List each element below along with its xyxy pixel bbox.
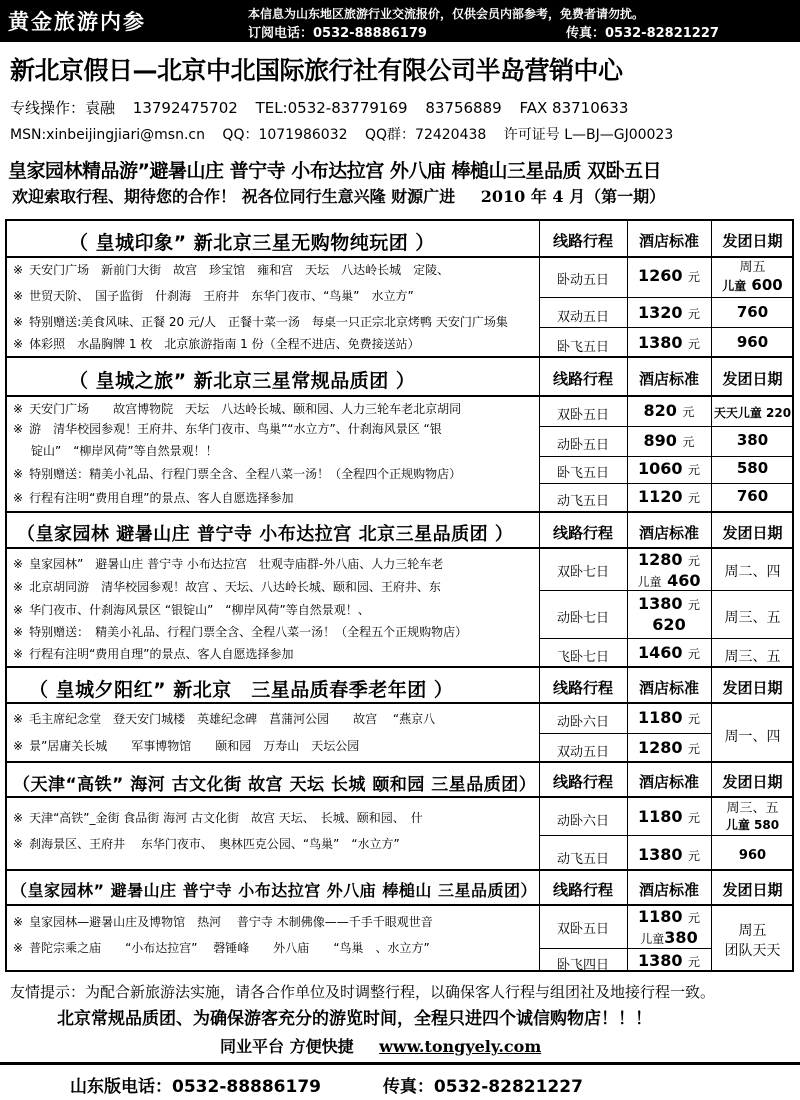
s2-price-3: 1060 元 (637, 459, 701, 478)
section-4-title: （ 皇城夕阳红” 新北京 三星品质春季老年团 ） (29, 679, 454, 701)
s1-date-3: 960 (736, 333, 769, 351)
col-depart: 发团日期 (722, 524, 783, 542)
section-6-line-2: ※ 普陀宗乘之庙 “小布达拉宫” 磬锤峰 外八庙 “鸟巢 、水立方” (13, 941, 430, 955)
col-hotel: 酒店标准 (638, 881, 699, 899)
col-hotel: 酒店标准 (638, 773, 699, 791)
s1-route-2: 双动五日 (556, 310, 609, 325)
s4-route-1: 动卧六日 (556, 715, 609, 730)
top-banner (0, 0, 800, 42)
col-hotel: 酒店标准 (638, 524, 699, 542)
tel: TEL:0532-83779169 (255, 99, 408, 117)
operator: 专线操作：袁融 (10, 99, 116, 117)
platform-slogan (220, 1034, 541, 1057)
s4-route-2: 双动五日 (556, 745, 609, 760)
brand-title: 黄金旅游内参 (8, 10, 146, 34)
contact-row-2 (10, 124, 686, 144)
s3-price-1: 1280 元 儿童 460 (637, 550, 701, 590)
section-3-line-3: ※ 华门夜市、什刹海风景区 “银锭山” “柳岸风荷”等自然景观！、 (13, 603, 370, 617)
s3-route-1: 双卧七日 (556, 565, 609, 580)
msn: MSN:xinbeijingjiari@msn.cn (10, 127, 205, 143)
col-hotel: 酒店标准 (638, 232, 699, 250)
member-note: 本信息为山东地区旅游行业交流报价，仅供会员内部参考，免费者请勿扰。 (248, 7, 645, 21)
section-5-title: （天津“高铁” 海河 古文化街 故宫 天坛 长城 颐和园 三星品质团） (13, 775, 537, 795)
mobile: 13792475702 (132, 99, 238, 117)
s3-date-1: 周二、四 (724, 564, 781, 580)
section-5-line-1: ※ 天津“高铁”_金街 食品街 海河 古文化街 故宫 天坛、 长城、颐和园、 什 (13, 811, 423, 825)
fax: FAX 83710633 (519, 99, 629, 117)
col-depart: 发团日期 (722, 679, 783, 697)
s6-price-1: 1180 元 儿童380 (637, 907, 701, 947)
license: 许可证号 L—BJ—GJ00023 (503, 127, 674, 143)
shopping-note: 北京常规品质团、为确保游客充分的游览时间，全程只进四个诚信购物店！！！ (57, 1009, 652, 1029)
s2-date-4: 760 (736, 487, 769, 505)
header-fax: 传真：0532-82821227 (566, 26, 719, 41)
col-depart: 发团日期 (722, 773, 783, 791)
col-depart: 发团日期 (722, 881, 783, 899)
s1-route-1: 卧动五日 (556, 273, 609, 288)
s3-route-3: 飞卧七日 (556, 650, 609, 665)
s2-price-4: 1120 元 (637, 487, 701, 506)
col-route: 线路行程 (552, 370, 613, 388)
section-1-line-2: ※ 世贸天阶、 国子监街 什刹海 王府井 东华门夜市、“鸟巢” 水立方” (13, 289, 414, 303)
footer-fax: 传真：0532-82821227 (382, 1077, 583, 1097)
section-3-line-5: ※ 行程有注明“费用自理”的景点、客人自愿选择参加 (13, 647, 294, 661)
s2-route-1: 双卧五日 (556, 408, 609, 423)
section-3-title: （皇家园林 避暑山庄 普宁寺 小布达拉宫 北京三星品质团 ） (17, 524, 514, 545)
s6-route-1: 双卧五日 (556, 922, 609, 937)
tour-price-table (5, 219, 794, 972)
s3-date-2: 周三、五 (724, 610, 781, 626)
s4-price-2: 1280 元 (637, 738, 701, 757)
subscribe-tel: 订阅电话：0532-88886179 (248, 26, 427, 41)
s5-date-2: 960 (738, 848, 767, 863)
footer-tel: 山东版电话：0532-88886179 (70, 1077, 321, 1097)
footer (0, 1062, 800, 1100)
tel2: 83756889 (425, 99, 502, 117)
section-2-line-5: ※ 行程有注明“费用自理”的景点、客人自愿选择参加 (13, 491, 294, 505)
promo-greeting (12, 184, 665, 207)
s6-price-2: 1380 元 (637, 951, 701, 970)
section-2-line-1: ※ 天安门广场 故宫博物院 天坛 八达岭长城、颐和园、人力三轮车老北京胡同 (13, 402, 462, 416)
section-3-line-4: ※ 特别赠送： 精美小礼品、行程门票全含、全程八菜一汤！（全程五个正规购物店） (13, 625, 468, 639)
section-2-title: （ 皇城之旅” 新北京三星常规品质团 ） (69, 370, 416, 392)
section-6-title: （皇家园林” 避暑山庄 普宁寺 小布达拉宫 外八庙 棒槌山 三星品质团） (11, 881, 537, 900)
s3-route-2: 动卧七日 (556, 611, 609, 626)
col-route: 线路行程 (552, 881, 613, 899)
section-6-line-1: ※ 皇家园林—避暑山庄及博物馆 热河 普宁寺 木制佛像——千手千眼观世音 (13, 915, 433, 929)
company-name: 新北京假日—北京中北国际旅行社有限公司半岛营销中心 (10, 56, 623, 85)
section-1-line-4: ※ 体彩照 水晶胸牌 1 枚 北京旅游指南 1 份（全程不进店、免费接送站） (13, 337, 420, 351)
section-2-line-3: 锭山” “柳岸风荷”等自然景观！！ (31, 444, 218, 458)
col-depart: 发团日期 (722, 370, 783, 388)
issue-date: 2010 年 4 月（第一期） (480, 187, 666, 206)
s6-date: 周五 团队天天 (724, 923, 781, 959)
s1-route-3: 卧飞五日 (556, 340, 609, 355)
col-route: 线路行程 (552, 773, 613, 791)
section-3-line-2: ※ 北京胡同游 清华校园参观！故宫 、天坛、八达岭长城、颐和园、王府井、东 (13, 580, 441, 594)
section-4-line-1: ※ 毛主席纪念堂 登天安门城楼 英雄纪念碑 菖蒲河公园 故宫 “燕京八 (13, 712, 436, 726)
section-2-line-2: ※ 游 清华校园参观！王府井、东华门夜市、鸟巢”“水立方”、什刹海风景区 “银 (13, 422, 442, 436)
s1-date-2: 760 (736, 303, 769, 321)
s6-route-2: 卧飞四日 (556, 958, 609, 973)
greeting-text: 欢迎索取行程、期待您的合作！ 祝各位同行生意兴隆 财源广进 (12, 187, 456, 206)
col-route: 线路行程 (552, 232, 613, 250)
col-hotel: 酒店标准 (638, 679, 699, 697)
s1-price-2: 1320 元 (637, 303, 701, 322)
s1-date-1: 周五 儿童 600 (722, 260, 783, 294)
website-link[interactable]: www.tongyely.com (379, 1037, 542, 1056)
promo-headline: 皇家园林精品游”避暑山庄 普宁寺 小布达拉宫 外八庙 棒槌山三星品质 双卧五日 (8, 160, 662, 182)
s5-price-1: 1180 元 (637, 807, 701, 826)
s4-price-1: 1180 元 (637, 708, 701, 727)
s2-route-3: 卧飞五日 (556, 466, 609, 481)
section-4-line-2: ※ 景”居庸关长城 军事博物馆 颐和园 万寿山 天坛公园 (13, 739, 360, 753)
s1-price-3: 1380 元 (637, 333, 701, 352)
section-2-line-4: ※ 特别赠送：精美小礼品、行程门票全含、全程八菜一汤！（全程四个正规购物店） (13, 467, 462, 481)
s2-date-3: 580 (736, 459, 769, 477)
section-1-line-3: ※ 特别赠送:美食风味、正餐 20 元/人 正餐十菜一汤 每桌一只正宗北京烤鸭 天安门广场集 (13, 315, 508, 329)
s5-route-2: 动飞五日 (556, 852, 609, 867)
s2-price-2: 890 元 (643, 431, 695, 450)
contact-row-1 (10, 97, 641, 118)
col-hotel: 酒店标准 (638, 370, 699, 388)
friendly-tip: 友情提示：为配合新旅游法实施，请各合作单位及时调整行程，以确保客人行程与组团社及地接行程一致。 (10, 983, 716, 1001)
qq-group: QQ群：72420438 (365, 127, 487, 143)
s3-price-2: 1380 元 620 (637, 594, 701, 634)
s5-route-1: 动卧六日 (556, 814, 609, 829)
section-1-line-1: ※ 天安门广场 新前门大街 故宫 珍宝馆 雍和宫 天坛 八达岭长城 定陵、 (13, 263, 450, 277)
s2-route-4: 动飞五日 (556, 494, 609, 509)
section-5-line-2: ※ 刹海景区、王府井 东华门夜市、 奥林匹克公园、“鸟巢” “水立方” (13, 837, 400, 851)
s2-date-2: 380 (736, 431, 769, 449)
s2-route-2: 动卧五日 (556, 438, 609, 453)
s2-date-1: 天天儿童 220 (713, 406, 792, 420)
s5-date-1: 周三、五 儿童 580 (725, 801, 780, 832)
col-route: 线路行程 (552, 679, 613, 697)
slogan-text: 同业平台 方便快捷 (220, 1037, 354, 1056)
s3-price-3: 1460 元 (637, 643, 701, 662)
col-depart: 发团日期 (722, 232, 783, 250)
s2-price-1: 820 元 (643, 401, 695, 420)
s1-price-1: 1260 元 (637, 266, 701, 285)
col-route: 线路行程 (552, 524, 613, 542)
s3-date-3: 周三、五 (724, 649, 781, 665)
section-3-line-1: ※ 皇家园林” 避暑山庄 普宁寺 小布达拉宫 壮观寺庙群-外八庙、人力三轮车老 (13, 557, 444, 571)
s4-date: 周一、四 (724, 729, 781, 745)
s5-price-2: 1380 元 (637, 845, 701, 864)
qq: QQ：1071986032 (222, 127, 348, 143)
section-1-title: （ 皇城印象” 新北京三星无购物纯玩团 ） (69, 232, 435, 254)
